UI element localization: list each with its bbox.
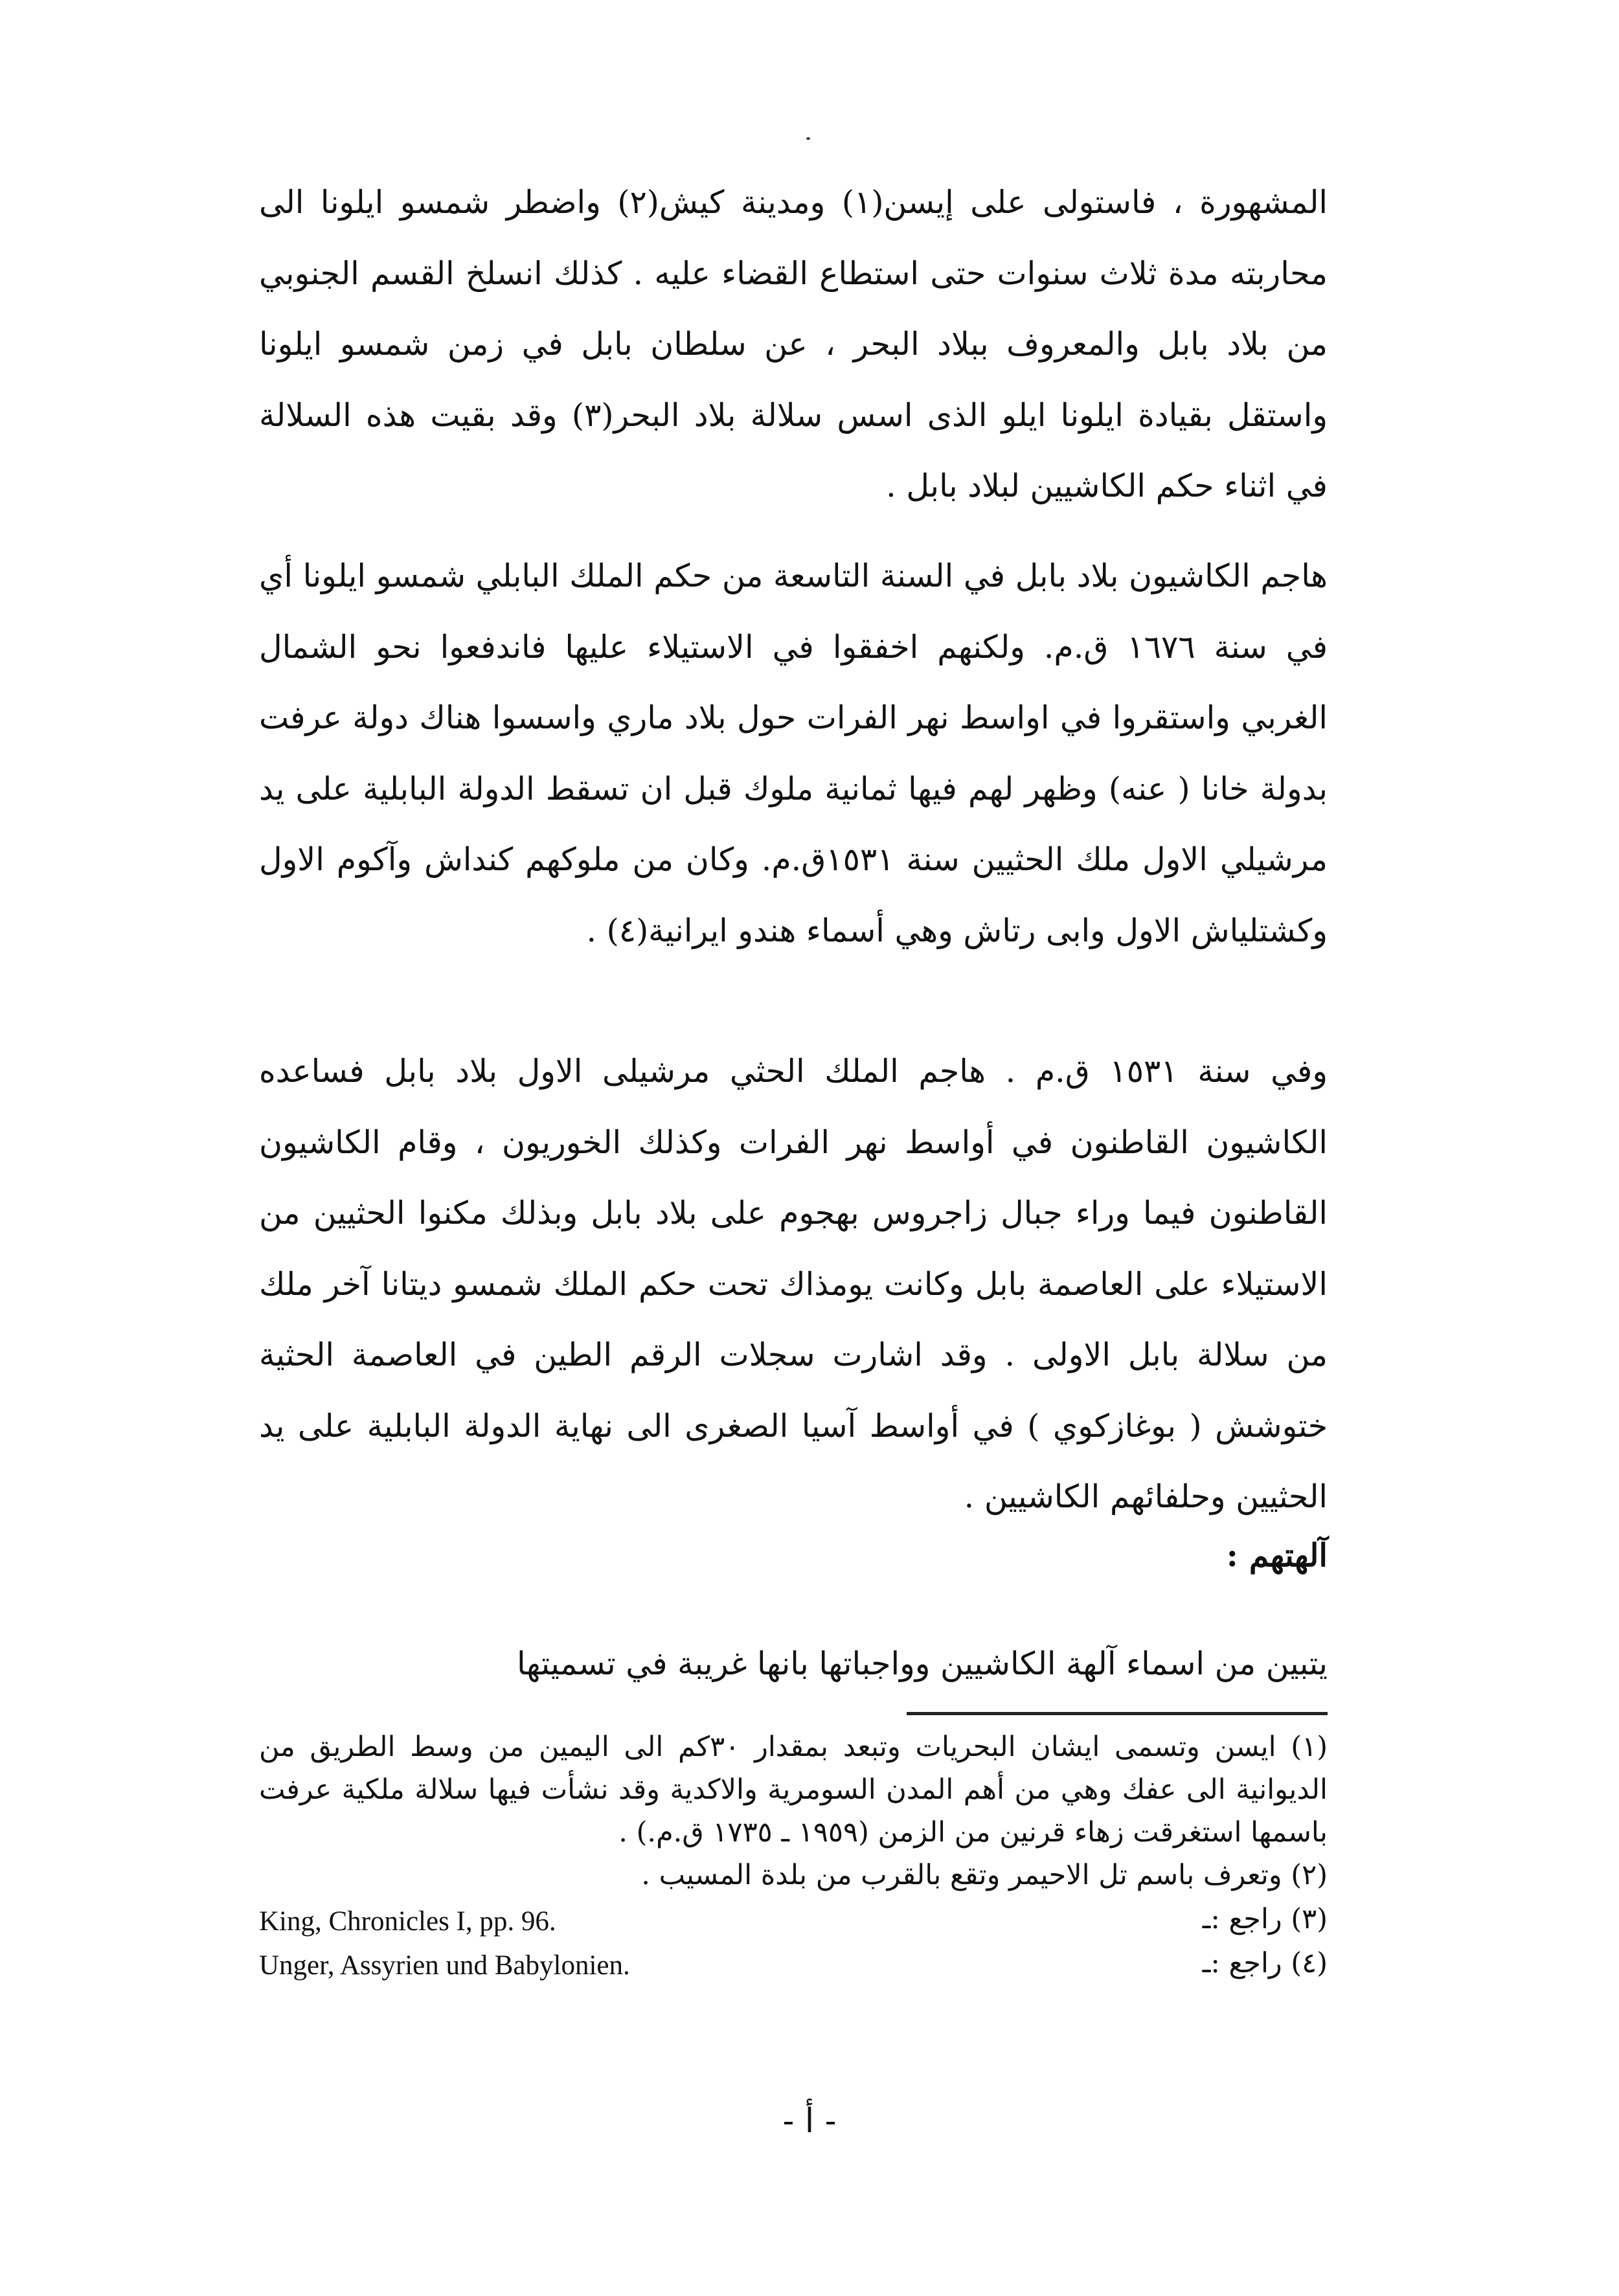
footnote-divider	[907, 1712, 1328, 1715]
footnotes	[259, 1726, 1328, 1986]
footnote-1: (١) ايسن وتسمى ايشان البحريات وتبعد بمقدار ٣٠كم الى اليمين من وسط الطريق من الديوانية الى عفك وهي من أهم المدن السومرية والاكدية وقد نشأت فيها سلالة ملكية عرفت باسمها استغرقت زهاء قرنين من الزمن (١٩٥٩ ـ ١٧٣٥ ق.م.) .	[259, 1731, 1328, 1849]
paragraph-1-text: المشهورة ، فاستولى على إيسن(١) ومدينة كيش(٢) واضطر شمسو ايلونا الى محاربته مدة ثلاث سنوات حتى استطاع القضاء عليه . كذلك انسلخ القسم الجنوبي من بلاد بابل والمعروف ببلاد البحر ، عن سلطان بابل في زمن شمسو ايلونا واستقل بقيادة ايلونا ايلو الذى اسس سلالة بلاد البحر(٣) وقد بقيت هذه السلالة في اثناء حكم الكاشيين لبلاد بابل .	[259, 184, 1328, 504]
footnote-2-row	[259, 1854, 1328, 1898]
footnote-2: (٢) وتعرف باسم تل الاحيمر وتقع بالقرب من بلدة المسيب .	[641, 1859, 1328, 1891]
ink-speck	[806, 137, 810, 140]
footnote-4-label: (٤) راجع :ـ	[1202, 1947, 1328, 1979]
footnote-3-row	[259, 1898, 1328, 1942]
paragraph-2-text: هاجم الكاشيون بلاد بابل في السنة التاسعة من حكم الملك البابلي شمسو ايلونا أي في سنة ١٦٧٦ ق.م. ولكنهم اخفقوا في الاستيلاء عليها فاندفعوا نحو الشمال الغربي واستقروا في اواسط نهر الفرات حول بلاد ماري واسسوا هناك دولة عرفت بدولة خانا ( عنه) وظهر لهم فيها ثمانية ملوك قبل ان تسقط الدولة البابلية على يد مرشيلي الاول ملك الحثيين سنة ١٥٣١ق.م. وكان من ملوكهم كنداش وآكوم الاول وكشتلياش الاول وابى رتاش وهي أسماء هندو ايرانية(٤) .	[259, 557, 1328, 949]
paragraph-1	[259, 167, 1328, 522]
paragraph-2	[259, 541, 1328, 966]
footnote-4-reference: Unger, Assyrien und Babylonien.	[259, 1950, 630, 1981]
paragraph-3-text: وفي سنة ١٥٣١ ق.م . هاجم الملك الحثي مرشيلى الاول بلاد بابل فساعده الكاشيون القاطنون في أواسط نهر الفرات وكذلك الخوريون ، وقام الكاشيون القاطنون فيما وراء جبال زاجروس بهجوم على بلاد بابل وبذلك مكنوا الحثيين من الاستيلاء على العاصمة بابل وكانت يومذاك تحت حكم الملك شمسو ديتانا آخر ملك من سلالة بابل الاولى . وقد اشارت سجلات الرقم الطين في العاصمة الحثية ختوشش ( بوغازكوي ) في أواسط آسيا الصغرى الى نهاية الدولة البابلية على يد الحثيين وحلفائهم الكاشيين .	[259, 1053, 1328, 1515]
footnote-4-row	[259, 1942, 1328, 1986]
paragraph-4	[259, 1628, 1328, 1700]
page-number: - أ -	[782, 2102, 837, 2141]
paragraph-4-text: يتبين من اسماء آلهة الكاشيين وواجباتها بانها غريبة في تسميتها	[516, 1645, 1328, 1682]
paragraph-3	[259, 1036, 1328, 1533]
section-heading: آلهتهم :	[1226, 1536, 1328, 1574]
footnote-3-reference: King, Chronicles I, pp. 96.	[259, 1906, 556, 1937]
footnote-3-label: (٣) راجع :ـ	[1202, 1903, 1328, 1935]
